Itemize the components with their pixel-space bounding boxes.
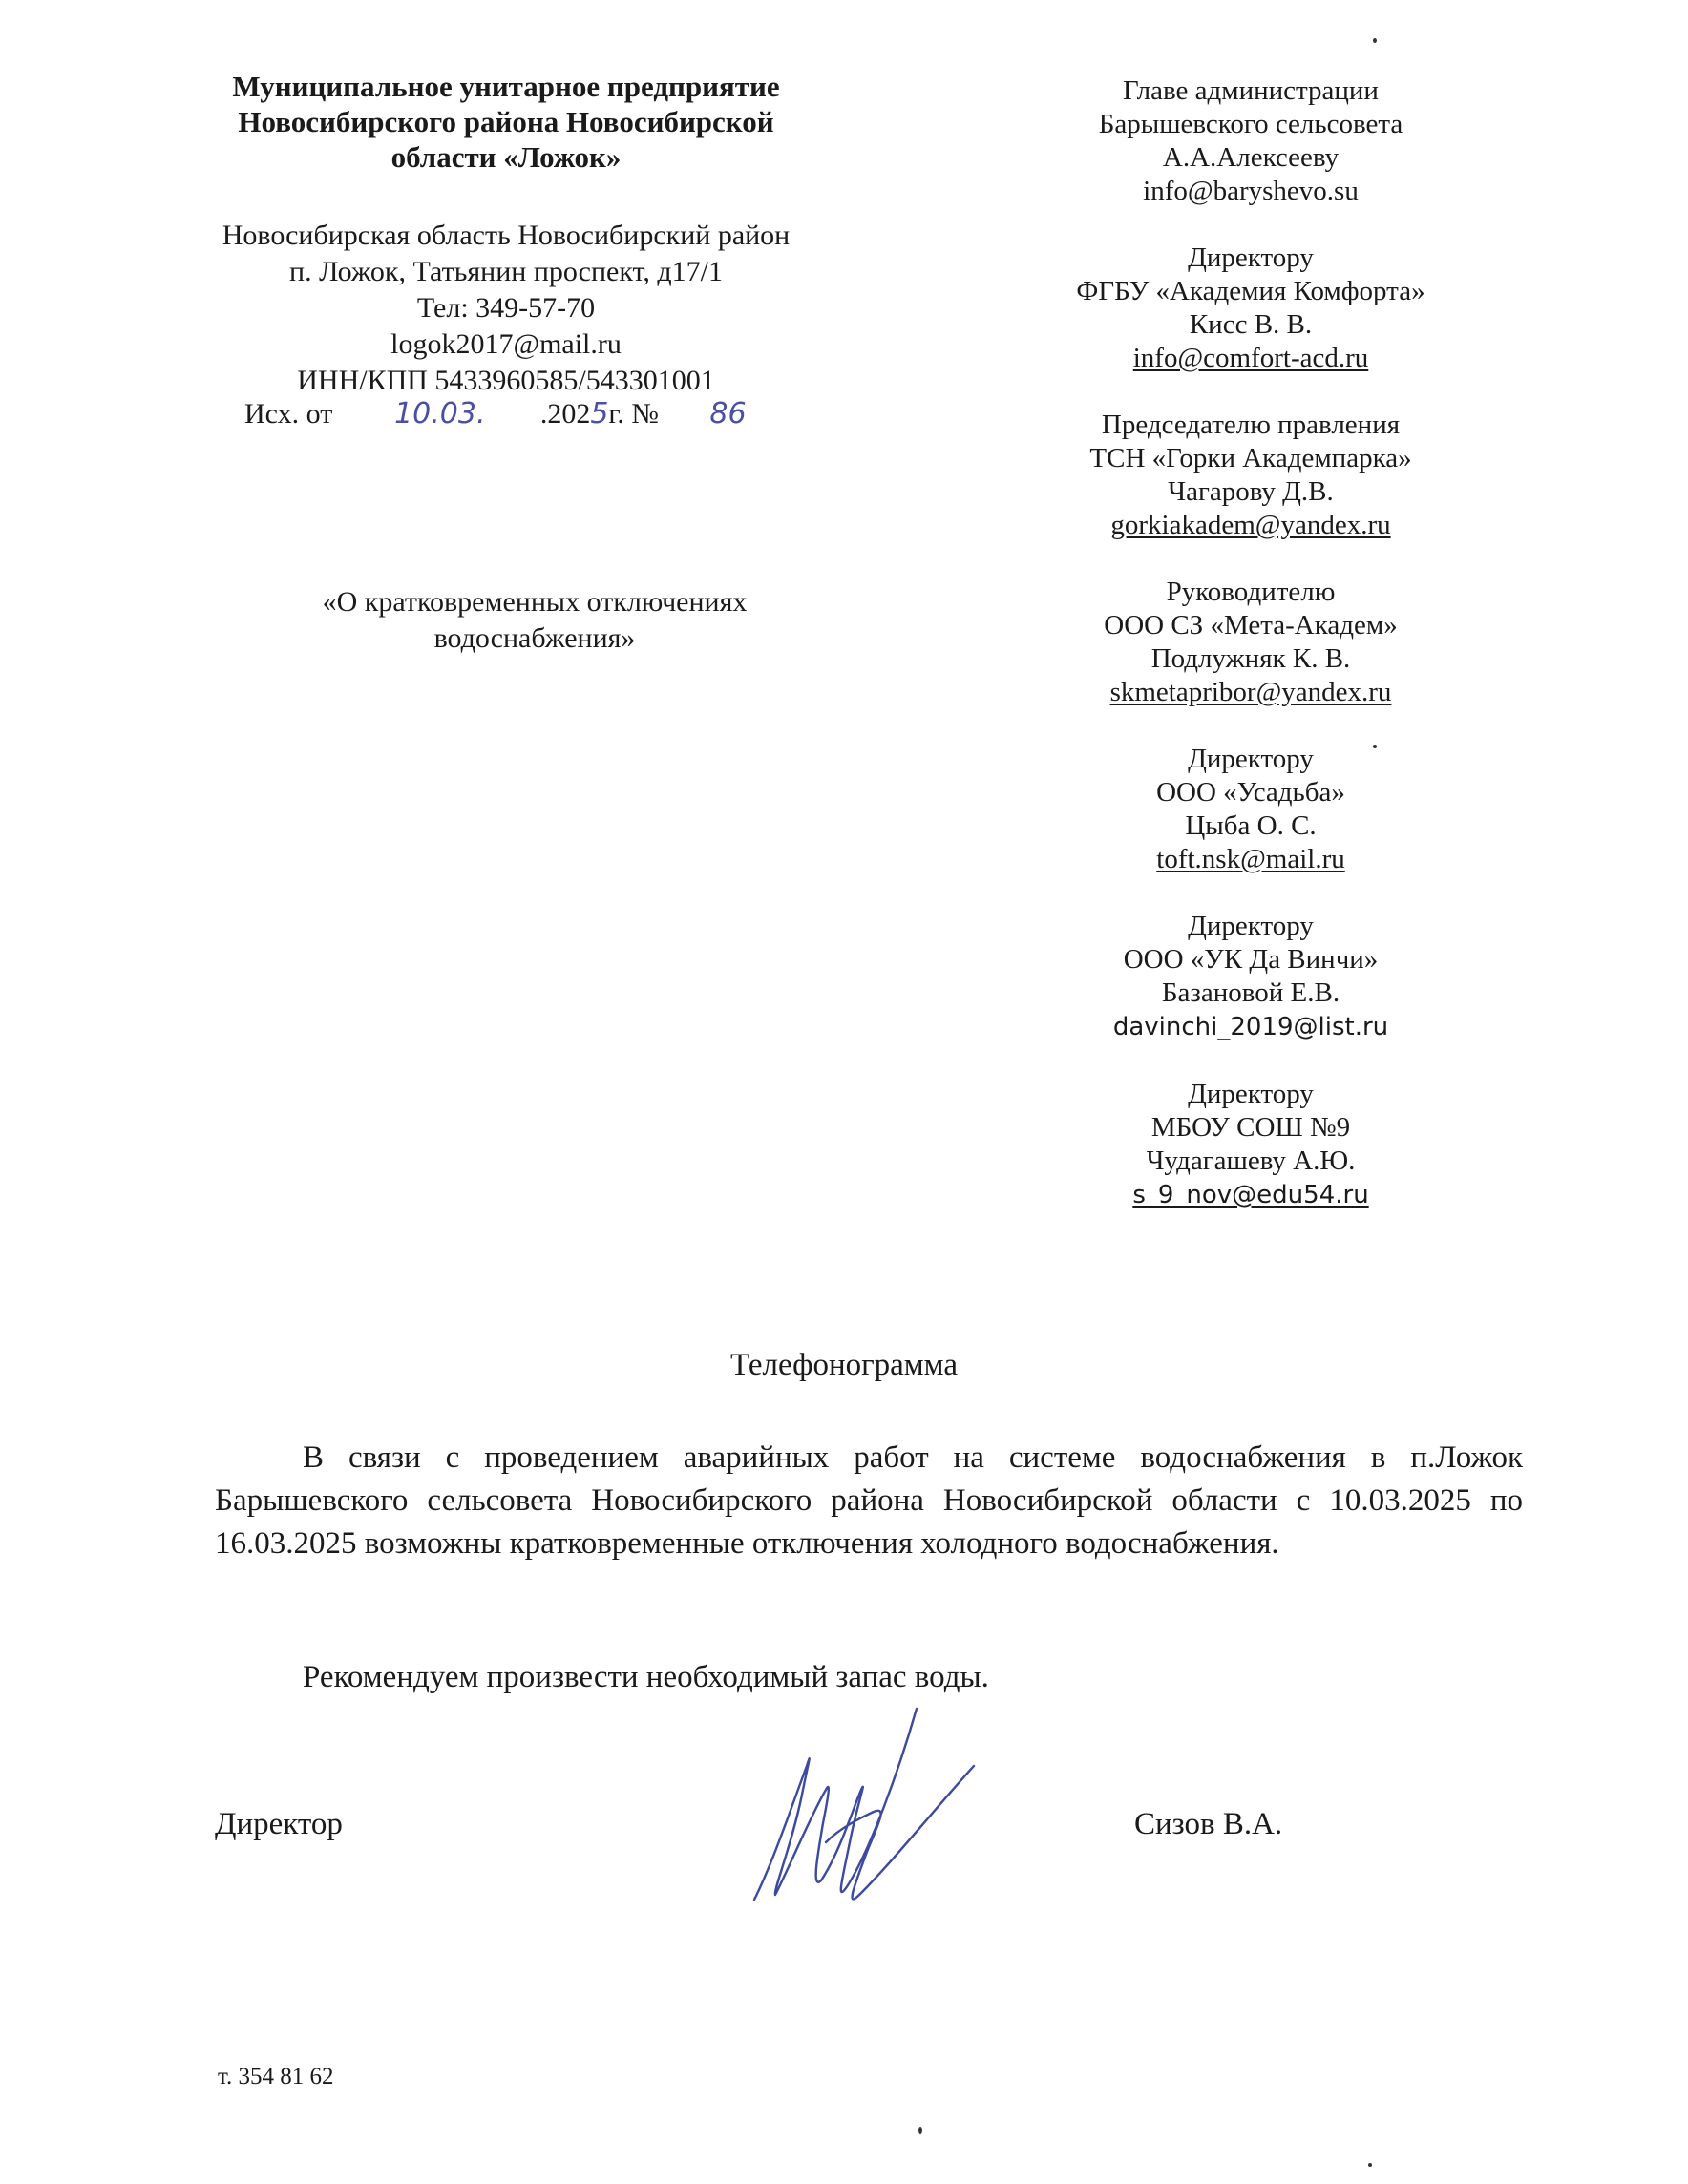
outgoing-prefix: Исх. от: [244, 398, 333, 430]
addressee-email[interactable]: gorkiakadem@yandex.ru: [1110, 510, 1391, 540]
addressee-role: Директору: [1188, 1079, 1314, 1109]
addressee-person: Подлужняк К. В.: [1150, 643, 1351, 674]
addressee-org: ООО СЗ «Мета-Академ»: [1104, 610, 1398, 640]
outgoing-year-prefix: .202: [539, 398, 591, 430]
scan-speck: [1373, 38, 1377, 43]
outgoing-number-label: г. №: [608, 398, 659, 430]
outgoing-date: 10.03.: [394, 397, 486, 430]
addressee-person: Чудагашеву А.Ю.: [1146, 1145, 1356, 1176]
scan-speck: [918, 2127, 922, 2134]
org-line: Новосибирского района Новосибирской: [238, 105, 774, 138]
addressee-email: davinchi_2019@list.ru: [1112, 1013, 1389, 1041]
addressee: [1012, 1078, 1489, 1212]
addressee: [1012, 74, 1489, 208]
addressee-org: ФГБУ «Академия Комфорта»: [1076, 276, 1425, 306]
addressee-person: Чагарову Д.В.: [1168, 476, 1334, 507]
outgoing-number-blank: [665, 397, 790, 431]
addressee: [1012, 576, 1489, 709]
addressee-org: ТСН «Горки Академпарка»: [1089, 443, 1412, 473]
addressee-role: Директору: [1188, 744, 1314, 774]
org-line: Муниципальное унитарное предприятие: [232, 70, 780, 103]
addressee: [1012, 242, 1489, 375]
addressee-person: Кисс В. В.: [1189, 309, 1313, 340]
body-paragraph: В связи с проведением аварийных работ на системе водоснабжения в п.Ложок Барышевского сельсовета Новосибирского района Новосибирской области с 10.03.2025 по 16.03.2025 возможны кратковременные отключения холодного водоснабжения.: [215, 1440, 1523, 1561]
sender-organization: [210, 69, 802, 175]
outgoing-year-hand: 5: [590, 397, 609, 430]
subject-line: «О кратковременных отключениях: [322, 586, 748, 618]
inn-kpp-line: ИНН/КПП 5433960585/543301001: [297, 365, 715, 396]
addressee-org: МБОУ СОШ №9: [1150, 1112, 1351, 1143]
address-line: п. Ложок, Татьянин проспект, д17/1: [289, 256, 723, 287]
addressee: [1012, 910, 1489, 1044]
subject-line: водоснабжения»: [433, 622, 636, 654]
addressee-person: Цыба О. С.: [1185, 810, 1317, 841]
addressee-person: Базановой Е.В.: [1161, 977, 1340, 1008]
addressee-role: Директору: [1188, 911, 1314, 941]
outgoing-date-blank: [340, 397, 540, 431]
footer-phone: т. 354 81 62: [218, 2064, 334, 2090]
org-line: области «Ложок»: [390, 140, 622, 174]
phone-line: Тел: 349-57-70: [416, 292, 596, 324]
addressee-role: Председателю правления: [1101, 410, 1401, 440]
sender-address: [210, 218, 802, 399]
address-line: Новосибирская область Новосибирский район: [222, 220, 791, 251]
addressee-role: Директору: [1188, 242, 1314, 273]
outgoing-reference: [244, 397, 790, 431]
handwritten-signature: [735, 1699, 983, 1919]
document-title: Телефонограмма: [730, 1348, 958, 1382]
addressee-list: [1012, 74, 1489, 1246]
addressee-email: info@baryshevo.su: [1143, 176, 1359, 206]
addressee-email[interactable]: skmetapribor@yandex.ru: [1109, 677, 1392, 707]
scan-speck: [1368, 2163, 1372, 2167]
addressee-org: ООО «Усадьба»: [1156, 777, 1345, 808]
addressee-org: Барышевского сельсовета: [1098, 109, 1403, 139]
signatory-name: Сизов В.А.: [1134, 1807, 1283, 1841]
subject: [267, 584, 802, 657]
email-line: logok2017@mail.ru: [390, 328, 622, 360]
addressee-org: ООО «УК Да Винчи»: [1123, 944, 1379, 975]
outgoing-number: 86: [709, 397, 747, 430]
addressee: [1012, 409, 1489, 542]
signatory-role: Директор: [215, 1807, 343, 1841]
addressee-person: А.А.Алексееву: [1162, 142, 1340, 173]
body-paragraph: Рекомендуем произвести необходимый запас воды.: [303, 1660, 989, 1694]
addressee-email[interactable]: s_9_nov@edu54.ru: [1132, 1181, 1369, 1209]
addressee-email[interactable]: toft.nsk@mail.ru: [1156, 844, 1345, 874]
scan-speck: [1373, 745, 1377, 748]
addressee: [1012, 743, 1489, 876]
addressee-role: Руководителю: [1166, 577, 1336, 607]
addressee-role: Главе администрации: [1123, 75, 1379, 106]
addressee-email[interactable]: info@comfort-acd.ru: [1132, 343, 1369, 373]
